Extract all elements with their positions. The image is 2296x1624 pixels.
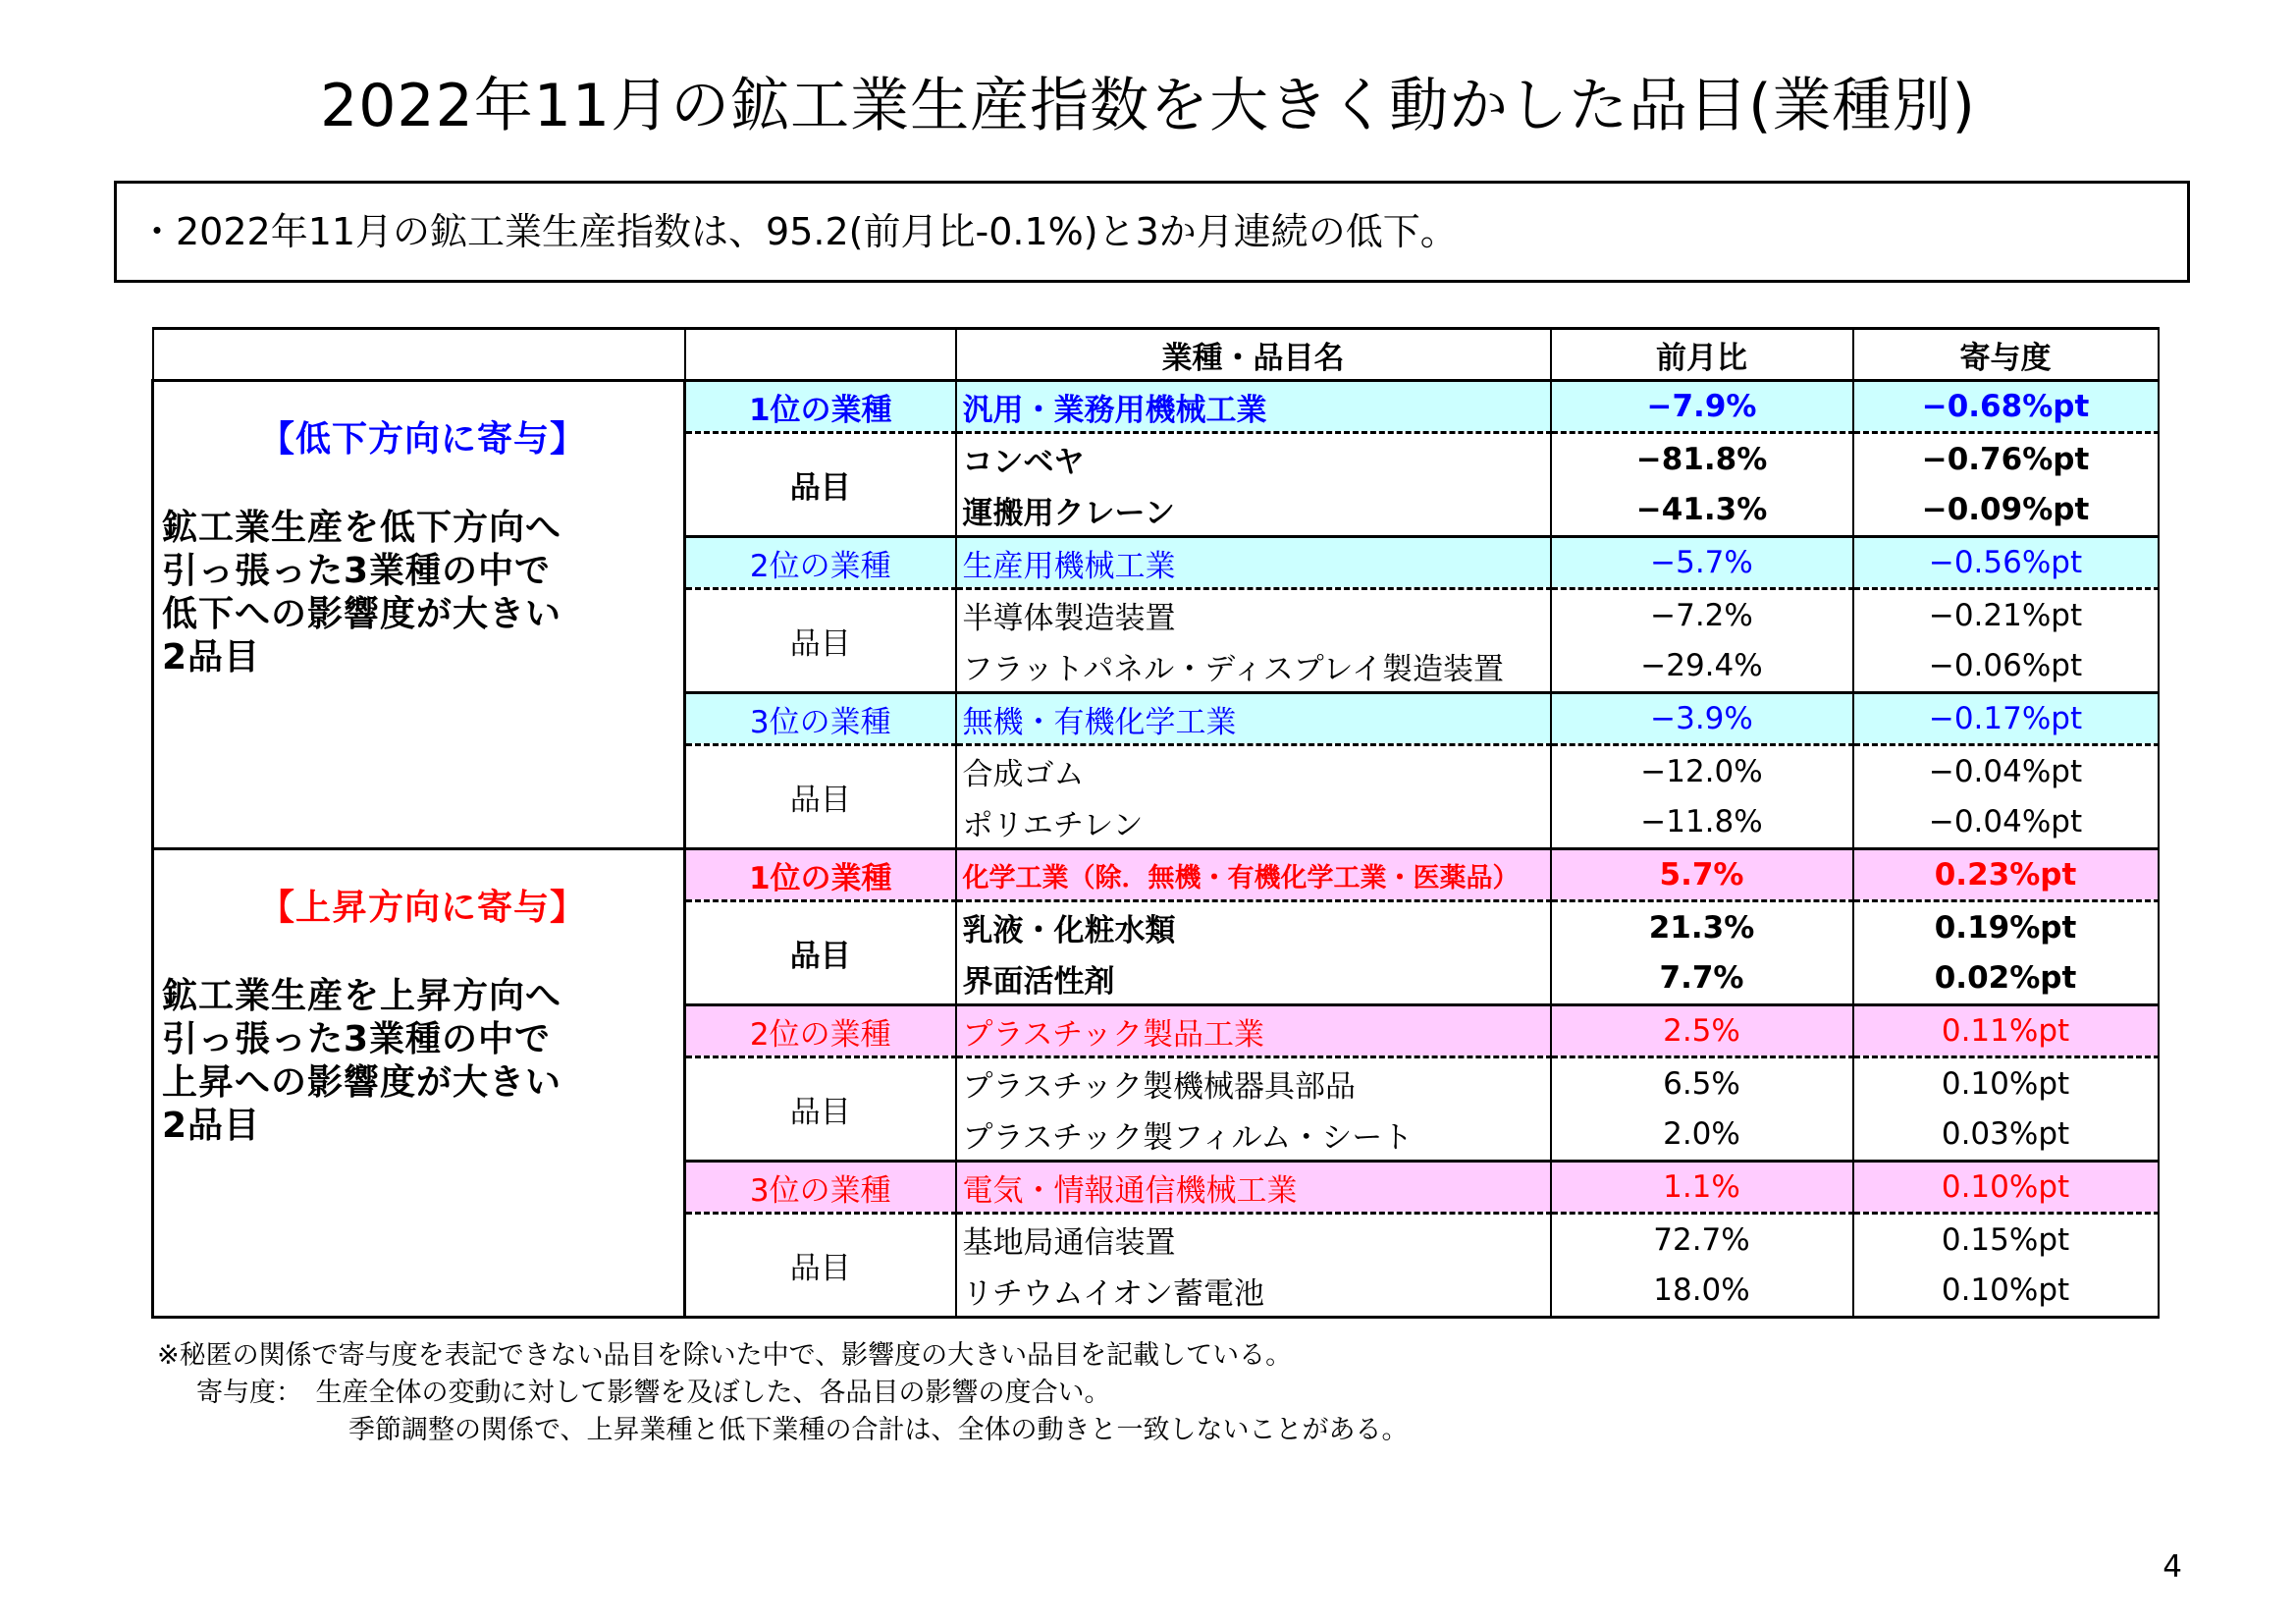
- footnote-line: ※秘匿の関係で寄与度を表記できない品目を除いた中で、影響度の大きい品目を記載している。: [157, 1340, 1293, 1371]
- item-contrib: 0.15%pt: [1853, 1214, 2159, 1266]
- industry-contrib: −0.68%pt: [1853, 381, 2159, 433]
- item-mom: −81.8%: [1551, 433, 1853, 485]
- item-mom: −7.2%: [1551, 589, 1853, 641]
- industry-contrib: −0.17%pt: [1853, 693, 2159, 745]
- industry-contrib: 0.10%pt: [1853, 1162, 2159, 1214]
- rank-label: 2位の業種: [685, 1005, 956, 1057]
- item-label: 品目: [685, 901, 956, 1005]
- item-name: コンベヤ: [956, 433, 1551, 485]
- item-name: プラスチック製機械器具部品: [956, 1057, 1551, 1110]
- up-heading: 【上昇方向に寄与】: [258, 888, 586, 928]
- industry-name: 生産用機械工業: [956, 537, 1551, 589]
- item-contrib: 0.03%pt: [1853, 1110, 2159, 1162]
- item-name: プラスチック製フィルム・シート: [956, 1110, 1551, 1162]
- item-contrib: −0.21%pt: [1853, 589, 2159, 641]
- item-name: 界面活性剤: [956, 953, 1551, 1005]
- item-mom: 7.7%: [1551, 953, 1853, 1005]
- rank-label: 1位の業種: [685, 849, 956, 901]
- industry-mom: 1.1%: [1551, 1162, 1853, 1214]
- contribution-table: [151, 327, 2160, 1319]
- table-row: [153, 849, 2159, 901]
- item-mom: 2.0%: [1551, 1110, 1853, 1162]
- footnotes: [157, 1337, 1408, 1449]
- table-row: [153, 381, 2159, 433]
- item-contrib: −0.06%pt: [1853, 641, 2159, 693]
- header-mom: 前月比: [1551, 329, 1853, 381]
- rank-label: 3位の業種: [685, 1162, 956, 1214]
- header-blank: [685, 329, 956, 381]
- item-name: 半導体製造装置: [956, 589, 1551, 641]
- item-name: ポリエチレン: [956, 797, 1551, 849]
- industry-contrib: 0.23%pt: [1853, 849, 2159, 901]
- item-name: 基地局通信装置: [956, 1214, 1551, 1266]
- item-name: 運搬用クレーン: [956, 485, 1551, 537]
- item-mom: −11.8%: [1551, 797, 1853, 849]
- item-contrib: 0.02%pt: [1853, 953, 2159, 1005]
- item-label: 品目: [685, 433, 956, 537]
- industry-name: 化学工業（除．無機・有機化学工業・医薬品）: [956, 849, 1551, 901]
- item-label: 品目: [685, 1214, 956, 1318]
- item-mom: −41.3%: [1551, 485, 1853, 537]
- item-name: リチウムイオン蓄電池: [956, 1266, 1551, 1318]
- page-number: 4: [2163, 1549, 2182, 1585]
- industry-name: 無機・有機化学工業: [956, 693, 1551, 745]
- header-contrib: 寄与度: [1853, 329, 2159, 381]
- summary-box: ・2022年11月の鉱工業生産指数は、95.2(前月比-0.1%)と3か月連続の低下。: [114, 181, 2190, 283]
- header-blank: [153, 329, 685, 381]
- item-label: 品目: [685, 745, 956, 849]
- item-name: 合成ゴム: [956, 745, 1551, 797]
- industry-contrib: 0.11%pt: [1853, 1005, 2159, 1057]
- item-name: フラットパネル・ディスプレイ製造装置: [956, 641, 1551, 693]
- item-name: 乳液・化粧水類: [956, 901, 1551, 953]
- up-description: 鉱工業生産を上昇方向へ 引っ張った3業種の中で 上昇への影響度が大きい 2品目: [162, 976, 562, 1146]
- down-heading: 【低下方向に寄与】: [258, 419, 586, 460]
- industry-mom: −3.9%: [1551, 693, 1853, 745]
- page-title: 2022年11月の鉱工業生産指数を大きく動かした品目(業種別): [320, 72, 1976, 140]
- item-contrib: 0.10%pt: [1853, 1266, 2159, 1318]
- down-description: 鉱工業生産を低下方向へ 引っ張った3業種の中で 低下への影響度が大きい 2品目: [162, 508, 562, 677]
- item-contrib: −0.09%pt: [1853, 485, 2159, 537]
- footnote-line: 季節調整の関係で、上昇業種と低下業種の合計は、全体の動きと一致しないことがある。: [348, 1415, 1409, 1445]
- header-name: 業種・品目名: [956, 329, 1551, 381]
- industry-mom: 5.7%: [1551, 849, 1853, 901]
- item-mom: 72.7%: [1551, 1214, 1853, 1266]
- rank-label: 2位の業種: [685, 537, 956, 589]
- item-mom: 21.3%: [1551, 901, 1853, 953]
- item-label: 品目: [685, 1057, 956, 1162]
- item-label: 品目: [685, 589, 956, 693]
- item-mom: 6.5%: [1551, 1057, 1853, 1110]
- item-contrib: 0.10%pt: [1853, 1057, 2159, 1110]
- item-mom: 18.0%: [1551, 1266, 1853, 1318]
- industry-mom: 2.5%: [1551, 1005, 1853, 1057]
- item-mom: −29.4%: [1551, 641, 1853, 693]
- item-contrib: 0.19%pt: [1853, 901, 2159, 953]
- industry-mom: −7.9%: [1551, 381, 1853, 433]
- rank-label: 1位の業種: [685, 381, 956, 433]
- industry-name: プラスチック製品工業: [956, 1005, 1551, 1057]
- item-contrib: −0.76%pt: [1853, 433, 2159, 485]
- footnote-line: 寄与度： 生産全体の変動に対して影響を及ぼした、各品目の影響の度合い。: [196, 1378, 1111, 1408]
- down-section-label: [153, 381, 685, 849]
- industry-name: 汎用・業務用機械工業: [956, 381, 1551, 433]
- item-contrib: −0.04%pt: [1853, 745, 2159, 797]
- item-contrib: −0.04%pt: [1853, 797, 2159, 849]
- rank-label: 3位の業種: [685, 693, 956, 745]
- industry-contrib: −0.56%pt: [1853, 537, 2159, 589]
- industry-name: 電気・情報通信機械工業: [956, 1162, 1551, 1214]
- item-mom: −12.0%: [1551, 745, 1853, 797]
- up-section-label: [153, 849, 685, 1318]
- table-header-row: [153, 329, 2159, 381]
- industry-mom: −5.7%: [1551, 537, 1853, 589]
